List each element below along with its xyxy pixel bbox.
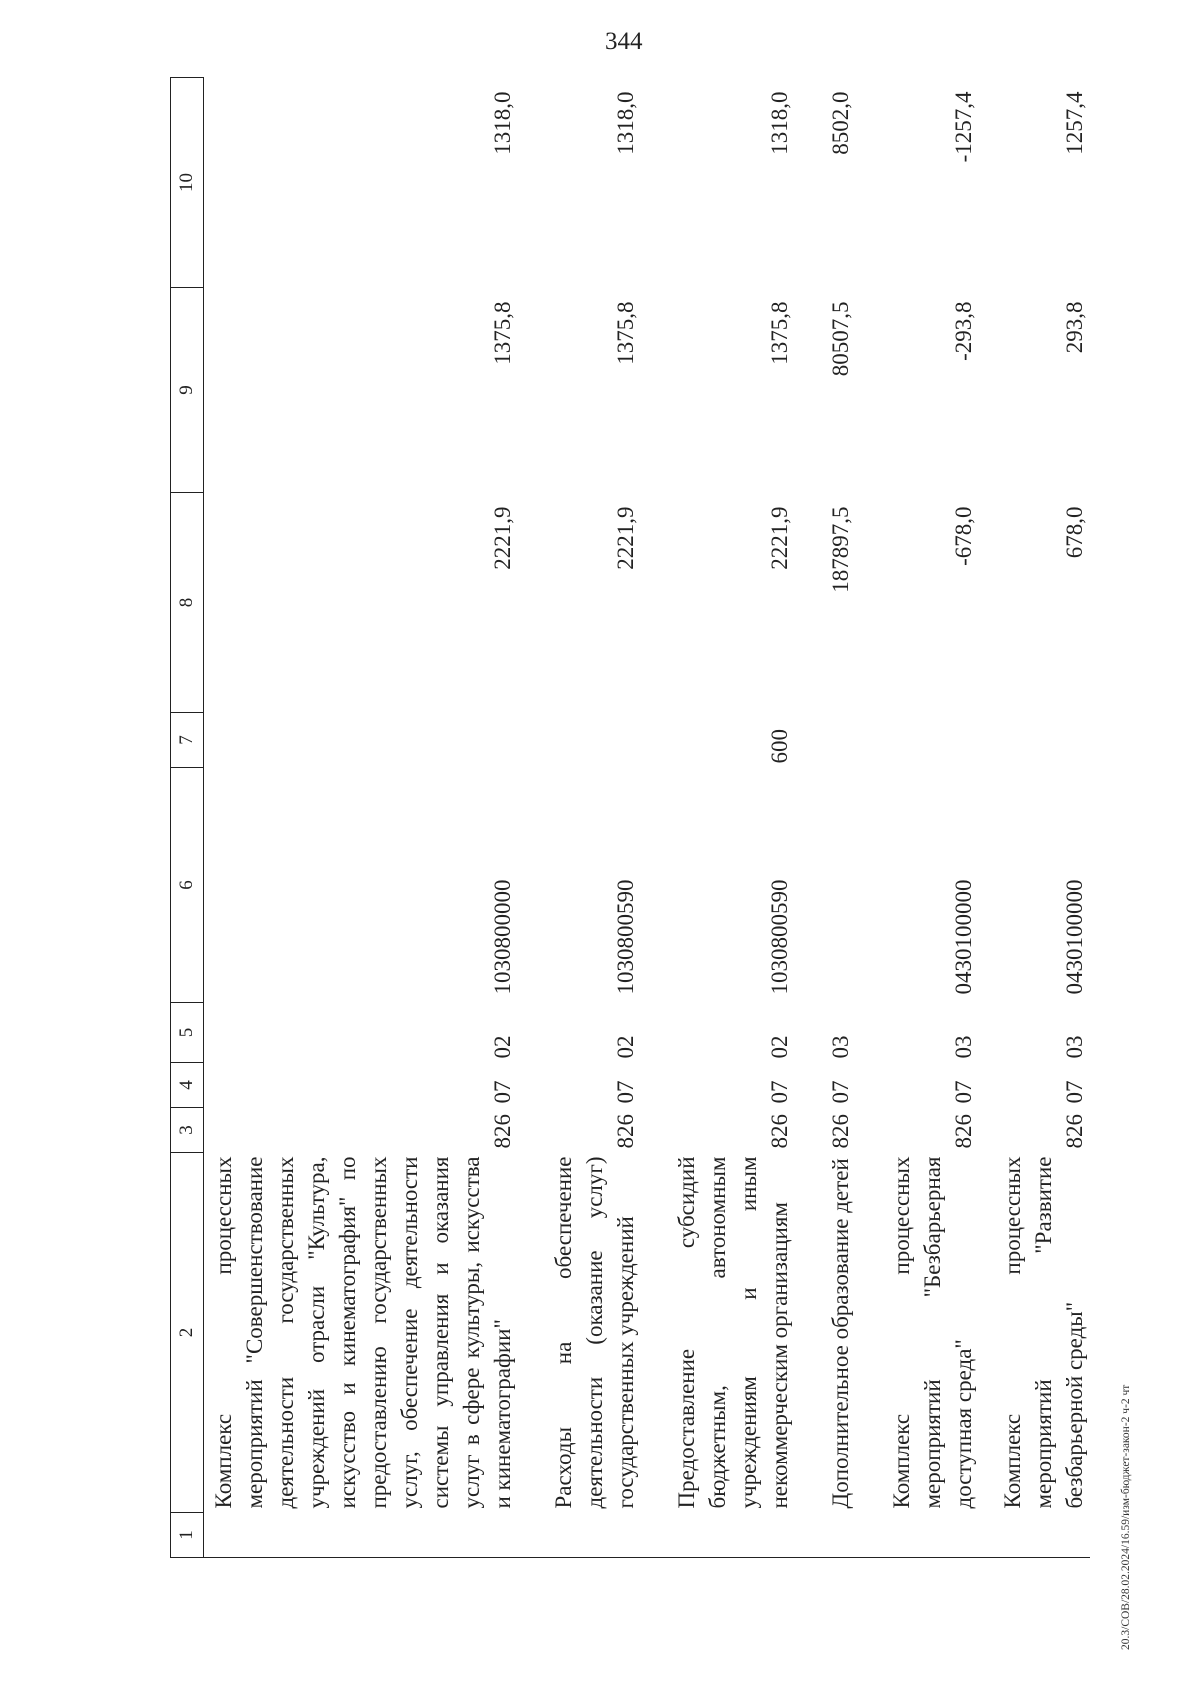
cell-col-4: 07 (767, 1080, 792, 1104)
cell-col-10: 1318,0 (490, 91, 515, 155)
cell-col-6: 1030800000 (490, 879, 515, 995)
cell-col-9: 80507,5 (828, 301, 853, 377)
cell-col-5: 03 (951, 1035, 976, 1059)
cell-col-8: 187897,5 (828, 506, 853, 593)
cell-col-1 (979, 1513, 1090, 1558)
cell-col-9: 1375,8 (613, 301, 638, 365)
cell-name: Предоставление субсидий бюджетным, автономным учреждениям и иным некоммерческим организациям (674, 1156, 792, 1509)
header-col-9: 9 (171, 288, 204, 493)
cell-name: Расходы на обеспечение деятельности (оказание услуг) государственных учреждений (551, 1156, 638, 1509)
cell-col-3: 826 (767, 1114, 792, 1149)
table-row (795, 78, 856, 1558)
cell-col-4: 07 (490, 1080, 515, 1104)
header-col-5: 5 (171, 1003, 204, 1063)
cell-col-3: 826 (613, 1114, 638, 1149)
cell-col-10: 8502,0 (828, 91, 853, 155)
cell-col-1 (795, 1513, 856, 1558)
cell-col-4: 07 (1062, 1080, 1087, 1104)
cell-col-1 (641, 1513, 795, 1558)
header-col-3: 3 (171, 1108, 204, 1153)
cell-col-8: 2221,9 (490, 506, 515, 570)
cell-name: Дополнительное образование детей (828, 1158, 853, 1509)
table-row (204, 78, 519, 1558)
document-footer: 20.3/СОВ/28.02.2024/16.59/изм-бюджет-закон-2 ч-2 чт (1120, 1384, 1132, 1650)
cell-col-3: 826 (828, 1114, 853, 1149)
cell-col-8: 2221,9 (613, 506, 638, 570)
cell-col-8: 2221,9 (767, 506, 792, 570)
cell-col-1 (856, 1513, 979, 1558)
cell-col-7 (795, 713, 856, 768)
cell-name: Комплекс процессных мероприятий "Развитие безбарьерной среды" (1000, 1156, 1087, 1509)
table-row (641, 78, 795, 1558)
cell-col-7 (856, 713, 979, 768)
table-row (856, 78, 979, 1558)
cell-col-10: -1257,4 (951, 91, 976, 163)
cell-col-8: 678,0 (1062, 506, 1087, 559)
cell-name: Комплекс процессных мероприятий "Совершенствование деятельности государственных учреждений отрасли "Культура, искусство и кинематография" по предоставлению государственных услуг, обеспечение деятельности системы управления и оказания услуг в сфере культуры, искусства и кинематографии" (211, 1156, 515, 1509)
budget-table (170, 77, 1090, 1558)
cell-col-10: 1318,0 (613, 91, 638, 155)
cell-col-6: 1030800590 (767, 879, 792, 995)
cell-col-5: 03 (828, 1035, 853, 1059)
table-row (979, 78, 1090, 1558)
cell-col-7: 600 (767, 729, 792, 764)
header-col-6: 6 (171, 768, 204, 1003)
cell-col-9: 1375,8 (490, 301, 515, 365)
cell-col-3: 826 (951, 1114, 976, 1149)
cell-col-3: 826 (490, 1114, 515, 1149)
header-col-10: 10 (171, 78, 204, 288)
cell-col-5: 02 (490, 1035, 515, 1059)
table-row (518, 78, 641, 1558)
cell-col-9: 293,8 (1062, 301, 1087, 354)
header-col-1: 1 (171, 1513, 204, 1558)
cell-col-5: 02 (613, 1035, 638, 1059)
cell-col-10: 1257,4 (1062, 91, 1087, 155)
cell-col-1 (518, 1513, 641, 1558)
header-col-7: 7 (171, 713, 204, 768)
cell-col-9: -293,8 (951, 301, 976, 361)
cell-name: Комплекс процессных мероприятий "Безбарьерная доступная среда" (889, 1156, 976, 1509)
cell-col-5: 02 (767, 1035, 792, 1059)
cell-col-9: 1375,8 (767, 301, 792, 365)
page-number: 344 (605, 28, 643, 55)
cell-col-3: 826 (1062, 1114, 1087, 1149)
header-row (171, 78, 204, 1558)
cell-col-7 (204, 713, 519, 768)
cell-col-10: 1318,0 (767, 91, 792, 155)
cell-col-6: 1030800590 (613, 879, 638, 995)
cell-col-5: 03 (1062, 1035, 1087, 1059)
cell-col-7 (518, 713, 641, 768)
header-col-8: 8 (171, 493, 204, 713)
header-col-4: 4 (171, 1063, 204, 1108)
cell-col-4: 07 (613, 1080, 638, 1104)
rotated-table-container (170, 78, 1170, 1558)
cell-col-1 (204, 1513, 519, 1558)
cell-col-4: 07 (828, 1080, 853, 1104)
cell-col-4: 07 (951, 1080, 976, 1104)
cell-col-7 (979, 713, 1090, 768)
cell-col-6 (795, 768, 856, 1003)
cell-col-6: 0430100000 (1062, 879, 1087, 995)
header-col-2: 2 (171, 1153, 204, 1513)
cell-col-8: -678,0 (951, 506, 976, 566)
cell-col-6: 0430100000 (951, 879, 976, 995)
